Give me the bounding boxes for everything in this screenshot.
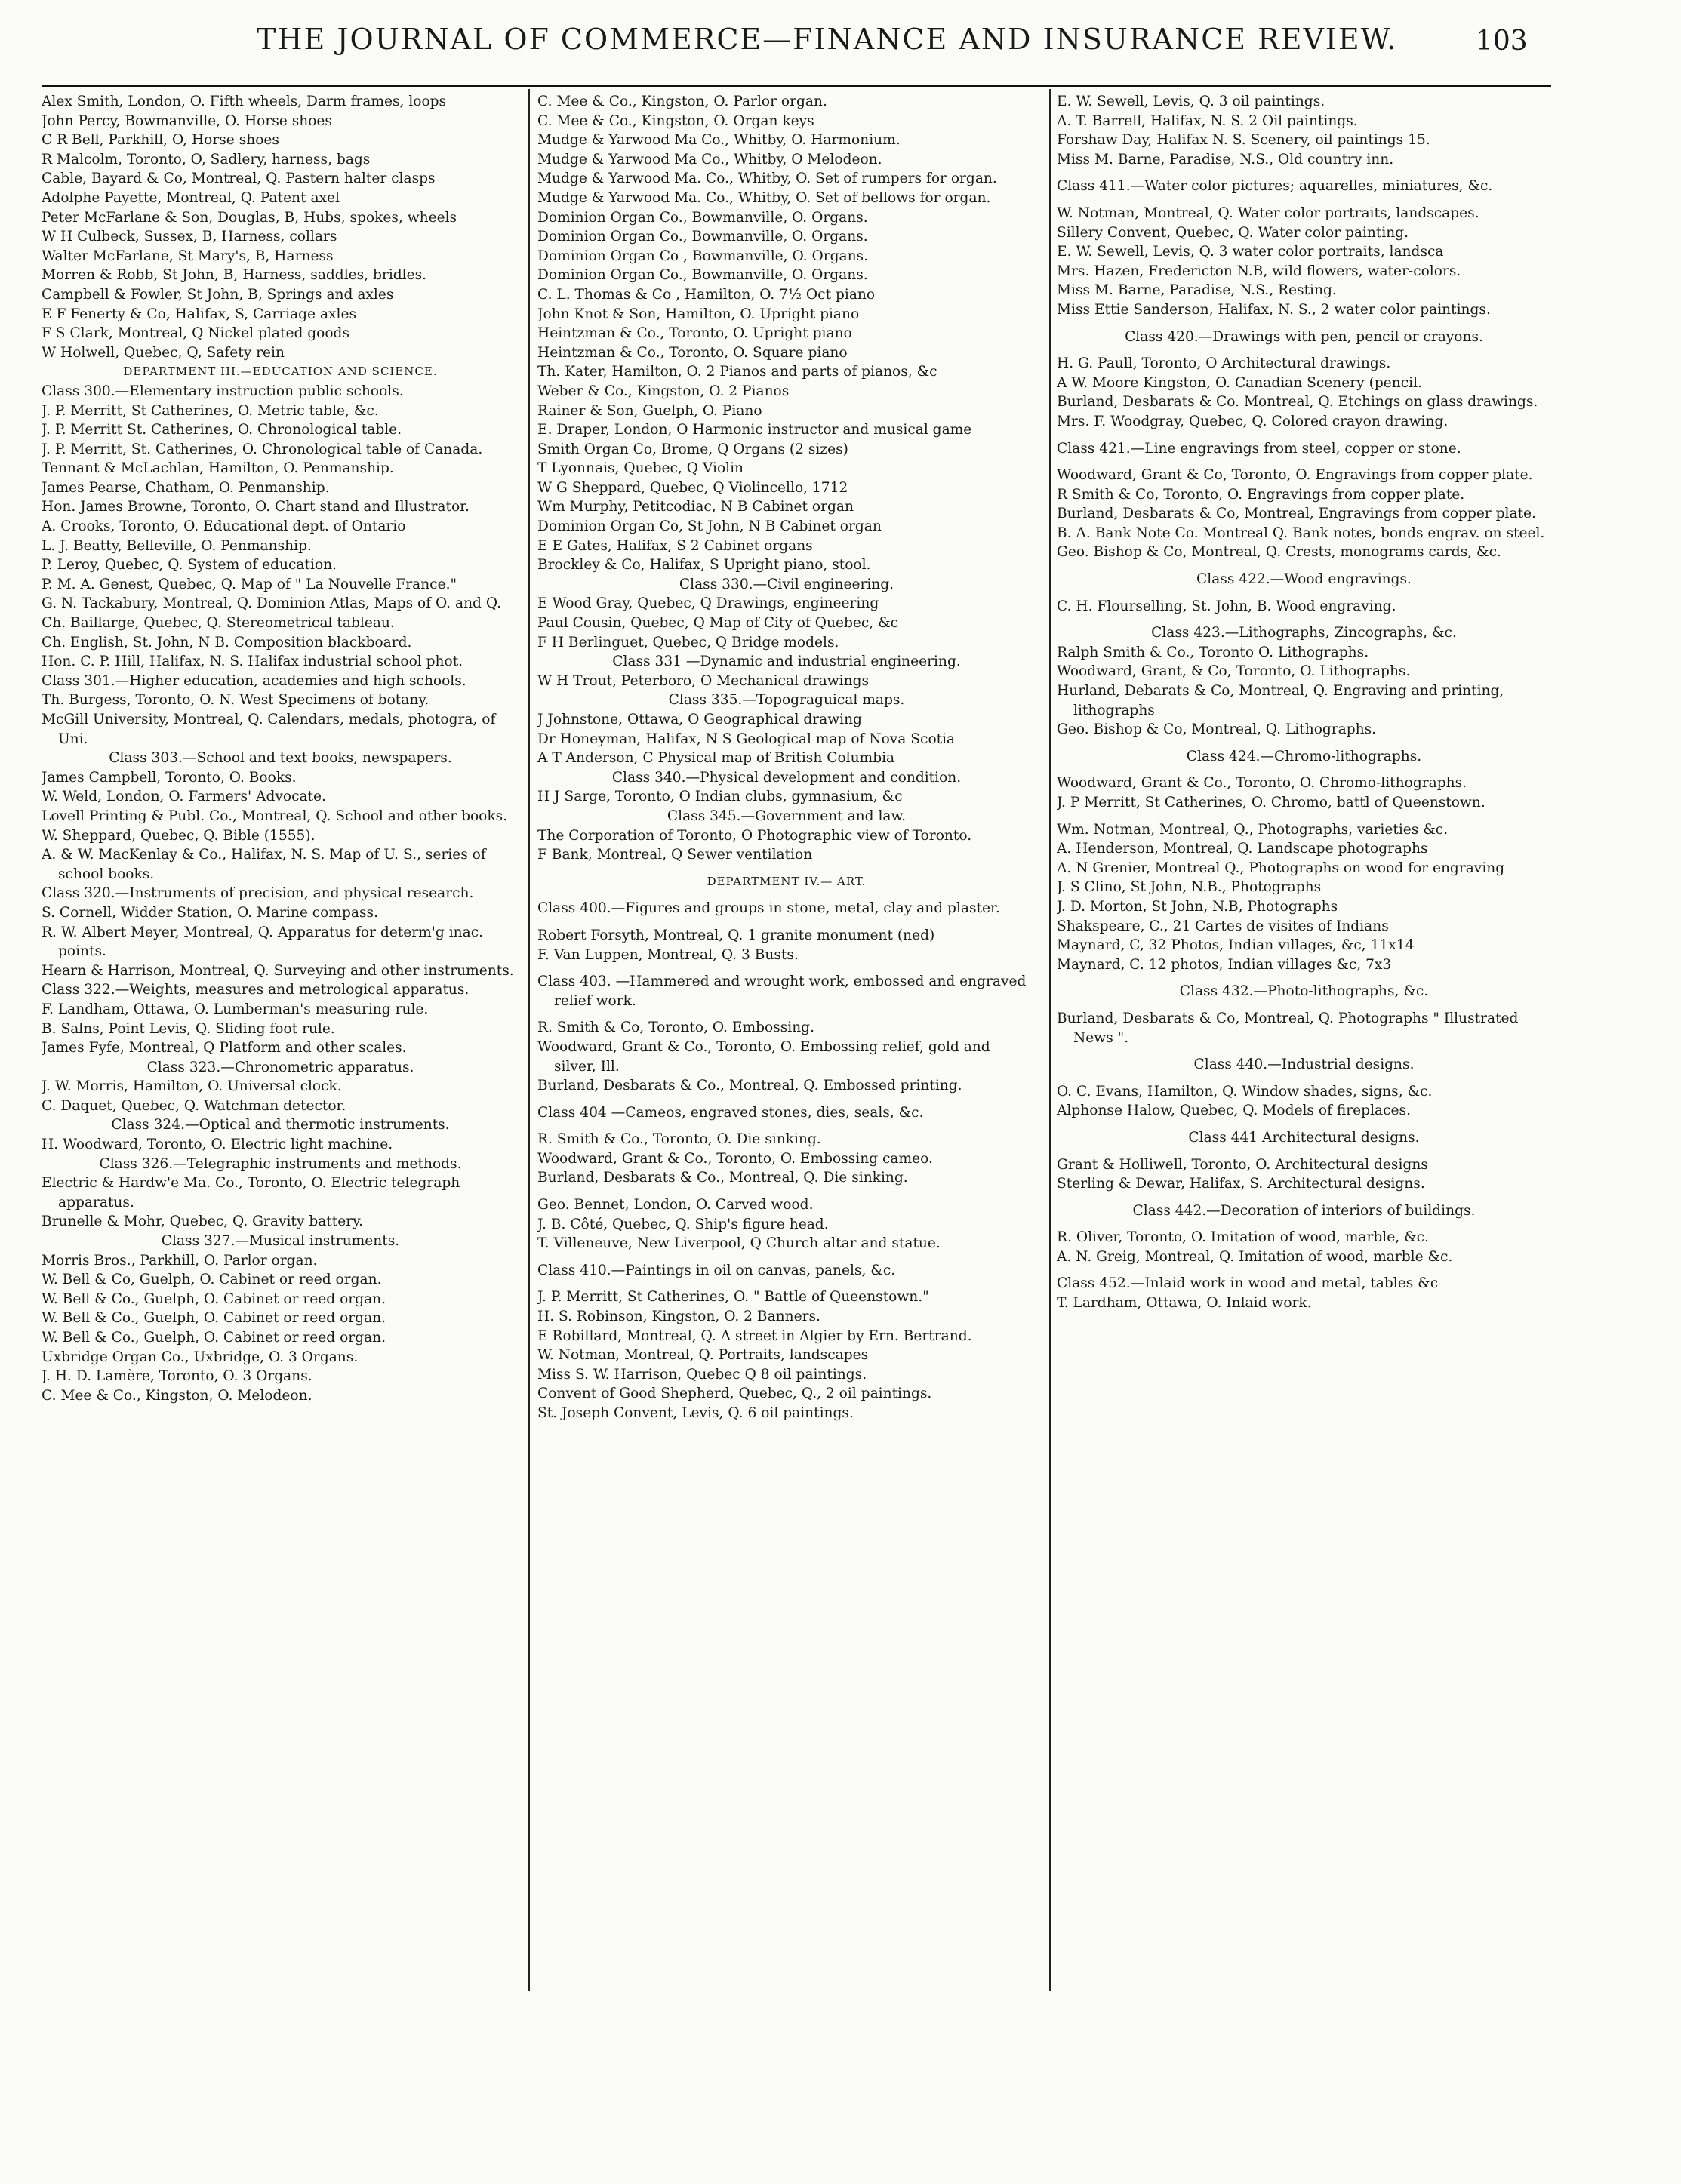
exhibitor-entry: C. Daquet, Quebec, Q. Watchman detector.	[42, 1097, 346, 1114]
exhibitor-entry: A. Crooks, Toronto, O. Educational dept. of Ontario	[42, 518, 406, 535]
exhibitor-entry: W. Sheppard, Quebec, Q. Bible (1555).	[42, 827, 316, 844]
exhibitor-entry: Wm Murphy, Petitcodiac, N B Cabinet organ	[537, 499, 854, 515]
exhibitor-entry: Campbell & Fowler, St John, B, Springs and axles	[42, 286, 394, 303]
exhibitor-entry: Geo. Bishop & Co, Montreal, Q. Crests, monograms cards, &c.	[1057, 544, 1501, 561]
class-heading: Class 432.—Photo-lithographs, &c.	[1179, 983, 1429, 1000]
class-heading: Class 424.—Chromo-lithographs.	[1186, 748, 1422, 764]
header-rule	[42, 85, 1551, 87]
exhibitor-entry: E. W. Sewell, Levis, Q. 3 oil paintings.	[1057, 94, 1325, 109]
class-heading: Class 441 Architectural designs.	[1188, 1129, 1420, 1146]
exhibitor-entry: James Campbell, Toronto, O. Books.	[42, 769, 297, 786]
exhibitor-entry: St. Joseph Convent, Levis, Q. 6 oil paintings.	[537, 1405, 854, 1421]
exhibitor-entry: Geo. Bennet, London, O. Carved wood.	[537, 1197, 814, 1214]
exhibitor-entry: John Knot & Son, Hamilton, O. Upright piano	[537, 306, 860, 322]
exhibitor-entry: O. C. Evans, Hamilton, Q. Window shades, signs, &c.	[1057, 1083, 1433, 1100]
exhibitor-entry: T. Villeneuve, New Liverpool, Q Church altar and statue.	[537, 1235, 941, 1252]
exhibitor-entry: Cable, Bayard & Co, Montreal, Q. Pastern halter clasps	[42, 171, 436, 187]
exhibitor-entry: E Wood Gray, Quebec, Q Drawings, engineering	[537, 595, 879, 612]
exhibitor-entry: W. Bell & Co, Guelph, O. Cabinet or reed organ.	[42, 1272, 382, 1288]
exhibitor-entry: Burland, Desbarats & Co. Montreal, Q. Etchings on glass drawings.	[1057, 394, 1538, 411]
exhibitor-entry: P. Leroy, Quebec, Q. System of education.	[42, 557, 337, 574]
exhibitor-entry: C. H. Flourselling, St. John, B. Wood engraving.	[1057, 598, 1396, 614]
exhibitor-entry: Miss S. W. Harrison, Quebec Q 8 oil paintings.	[537, 1366, 867, 1383]
exhibitor-entry: H. Woodward, Toronto, O. Electric light machine.	[42, 1137, 393, 1153]
exhibitor-entry: Ch. English, St. John, N B. Composition blackboard.	[42, 634, 412, 651]
exhibitor-entry: Class 410.—Paintings in oil on canvas, panels, &c.	[537, 1262, 896, 1278]
page-header	[0, 23, 1681, 68]
exhibitor-entry: Woodward, Grant & Co., Toronto, O. Chromo-lithographs.	[1057, 775, 1467, 792]
exhibitor-entry: W. Bell & Co., Guelph, O. Cabinet or reed organ.	[42, 1290, 386, 1307]
exhibitor-entry: J. W. Morris, Hamilton, O. Universal clock.	[42, 1078, 342, 1095]
exhibitor-entry: Weber & Co., Kingston, O. 2 Pianos	[537, 383, 790, 399]
exhibitor-entry: Dr Honeyman, Halifax, N S Geological map of Nova Scotia	[537, 731, 956, 747]
exhibitor-entry: R Malcolm, Toronto, O, Sadlery, harness, bags	[42, 151, 371, 168]
exhibitor-entry: E F Fenerty & Co, Halifax, S, Carriage axles	[42, 306, 357, 322]
exhibitor-entry: Morris Bros., Parkhill, O. Parlor organ.	[42, 1252, 318, 1269]
exhibitor-entry: B. Salns, Point Levis, Q. Sliding foot rule.	[42, 1020, 335, 1037]
exhibitor-entry: Adolphe Payette, Montreal, Q. Patent axel	[42, 189, 340, 206]
exhibitor-entry: H. S. Robinson, Kingston, O. 2 Banners.	[537, 1309, 820, 1325]
exhibitor-entry: Woodward, Grant & Co., Toronto, O. Embossing cameo.	[537, 1150, 933, 1167]
class-heading: Class 420.—Drawings with pen, pencil or crayons.	[1125, 328, 1483, 345]
exhibitor-entry: J. P. Merritt, St Catherines, O. Metric table, &c.	[42, 402, 379, 419]
column-2	[537, 92, 1036, 1994]
exhibitor-entry: J. S Clino, St John, N.B., Photographs	[1057, 879, 1322, 896]
exhibitor-entry: R Smith & Co, Toronto, O. Engravings from copper plate.	[1057, 486, 1465, 503]
exhibitor-entry: Mudge & Yarwood Ma Co., Whitby, O Melodeon.	[537, 151, 882, 168]
class-heading: Class 324.—Optical and thermotic instruments.	[111, 1117, 450, 1134]
exhibitor-entry: T Lyonnais, Quebec, Q Violin	[537, 460, 744, 477]
exhibitor-entry: J. D. Morton, St John, N.B, Photographs	[1057, 898, 1338, 915]
exhibitor-entry: Woodward, Grant & Co, Toronto, O. Engravings from copper plate.	[1057, 467, 1533, 484]
exhibitor-entry: Class 421.—Line engravings from steel, copper or stone.	[1057, 440, 1461, 457]
exhibitor-entry: H J Sarge, Toronto, O Indian clubs, gymnasium, &c	[537, 789, 903, 805]
exhibitor-entry: R. Oliver, Toronto, O. Imitation of wood, marble, &c.	[1057, 1229, 1429, 1246]
exhibitor-entry: C. Mee & Co., Kingston, O. Melodeon.	[42, 1387, 312, 1404]
exhibitor-entry: Th. Burgess, Toronto, O. N. West Specimens of botany.	[42, 692, 429, 709]
exhibitor-entry: Sterling & Dewar, Halifax, S. Architectural designs.	[1057, 1176, 1425, 1192]
exhibitor-entry: Ralph Smith & Co., Toronto O. Lithographs.	[1057, 644, 1369, 660]
exhibitor-entry: Miss M. Barne, Paradise, N.S., Old country inn.	[1057, 151, 1394, 168]
exhibitor-entry: F. Van Luppen, Montreal, Q. 3 Busts.	[537, 946, 799, 963]
exhibitor-entry: Sillery Convent, Quebec, Q. Water color painting.	[1057, 224, 1409, 241]
exhibitor-entry: A. T. Barrell, Halifax, N. S. 2 Oil paintings.	[1057, 112, 1358, 129]
exhibitor-entry: Burland, Desbarats & Co, Montreal, Q. Photographs " Illustrated News ".	[1057, 1010, 1519, 1046]
exhibitor-entry: J. P Merritt, St Catherines, O. Chromo, battl of Queenstown.	[1057, 795, 1485, 811]
exhibitor-entry: Mudge & Yarwood Ma Co., Whitby, O. Harmonium.	[537, 132, 901, 149]
exhibitor-entry: Burland, Desbarats & Co, Montreal, Engravings from copper plate.	[1057, 506, 1536, 522]
exhibitor-entry: Shakspeare, C., 21 Cartes de visites of Indians	[1057, 918, 1389, 934]
exhibitor-entry: James Fyfe, Montreal, Q Platform and other scales.	[42, 1040, 407, 1057]
exhibitor-entry: The Corporation of Toronto, O Photographic view of Toronto.	[537, 827, 972, 844]
exhibitor-entry: W. Bell & Co., Guelph, O. Cabinet or reed organ.	[42, 1310, 386, 1327]
exhibitor-entry: Alex Smith, London, O. Fifth wheels, Darm frames, loops	[42, 94, 447, 109]
exhibitor-entry: F. Landham, Ottawa, O. Lumberman's measuring rule.	[42, 1001, 429, 1017]
exhibitor-entry: R. Smith & Co., Toronto, O. Die sinking.	[537, 1131, 821, 1148]
column-3	[1057, 92, 1551, 1994]
class-heading: Class 326.—Telegraphic instruments and methods.	[99, 1155, 462, 1172]
exhibitor-entry: A. & W. MacKenlay & Co., Halifax, N. S. Map of U. S., series of school books.	[42, 847, 486, 882]
exhibitor-entry: W. Bell & Co., Guelph, O. Cabinet or reed organ.	[42, 1330, 386, 1346]
class-heading: Class 440.—Industrial designs.	[1193, 1057, 1415, 1073]
exhibitor-entry: S. Cornell, Widder Station, O. Marine compass.	[42, 904, 378, 921]
exhibitor-entry: Th. Kater, Hamilton, O. 2 Pianos and parts of pianos, &c	[537, 364, 937, 380]
exhibitor-entry: Wm. Notman, Montreal, Q., Photographs, varieties &c.	[1057, 821, 1449, 838]
exhibitor-entry: L. J. Beatty, Belleville, O. Penmanship.	[42, 537, 312, 554]
exhibitor-entry: Class 320.—Instruments of precision, and physical research.	[42, 885, 474, 902]
exhibitor-entry: Brockley & Co, Halifax, S Upright piano, stool.	[537, 557, 871, 574]
exhibitor-entry: Paul Cousin, Quebec, Q Map of City of Quebec, &c	[537, 615, 899, 632]
exhibitor-entry: Heintzman & Co., Toronto, O. Upright piano	[537, 325, 852, 342]
exhibitor-entry: C. Mee & Co., Kingston, O. Organ keys	[537, 112, 814, 129]
exhibitor-entry: Class 322.—Weights, measures and metrological apparatus.	[42, 982, 470, 998]
exhibitor-entry: Mudge & Yarwood Ma. Co., Whitby, O. Set of bellows for organ.	[537, 189, 991, 206]
exhibitor-entry: Electric & Hardw'e Ma. Co., Toronto, O. Electric telegraph apparatus.	[42, 1175, 460, 1210]
class-heading: Class 423.—Lithographs, Zincographs, &c.	[1151, 625, 1457, 641]
exhibitor-entry: Class 400.—Figures and groups in stone, metal, clay and plaster.	[537, 900, 1000, 917]
exhibitor-entry: A T Anderson, C Physical map of British Columbia	[537, 750, 895, 767]
column-1	[42, 92, 519, 1994]
exhibitor-entry: Class 301.—Higher education, academies and high schools.	[42, 672, 466, 689]
exhibitor-entry: B. A. Bank Note Co. Montreal Q. Bank notes, bonds engrav. on steel.	[1057, 524, 1545, 541]
exhibitor-entry: Dominion Organ Co , Bowmanville, O. Organs.	[537, 248, 868, 264]
class-heading: Class 340.—Physical development and condition.	[611, 769, 962, 786]
exhibitor-entry: Miss Ettie Sanderson, Halifax, N. S., 2 water color paintings.	[1057, 301, 1491, 318]
exhibitor-entry: Rainer & Son, Guelph, O. Piano	[537, 402, 762, 419]
exhibitor-entry: F S Clark, Montreal, Q Nickel plated goods	[42, 325, 349, 342]
exhibitor-entry: Miss M. Barne, Paradise, N.S., Resting.	[1057, 282, 1337, 299]
exhibitor-entry: Class 452.—Inlaid work in wood and metal, tables &c	[1057, 1275, 1439, 1292]
exhibitor-entry: Hurland, Debarats & Co, Montreal, Q. Engraving and printing, lithographs	[1057, 683, 1504, 718]
class-heading: Class 331 —Dynamic and industrial engineering.	[612, 654, 961, 670]
exhibitor-entry: Maynard, C. 12 photos, Indian villages &c, 7x3	[1057, 956, 1392, 973]
exhibitor-entry: A. Henderson, Montreal, Q. Landscape photographs	[1057, 841, 1428, 857]
exhibitor-entry: A. N. Greig, Montreal, Q. Imitation of wood, marble &c.	[1057, 1248, 1453, 1265]
exhibitor-entry: A W. Moore Kingston, O. Canadian Scenery (pencil.	[1057, 374, 1422, 391]
exhibitor-entry: G. N. Tackabury, Montreal, Q. Dominion Atlas, Maps of O. and Q.	[42, 595, 502, 612]
exhibitor-entry: J. P. Merritt, St Catherines, O. " Battle of Queenstown."	[537, 1289, 929, 1306]
exhibitor-entry: Dominion Organ Co., Bowmanville, O. Organs.	[537, 267, 868, 284]
exhibitor-entry: E Robillard, Montreal, Q. A street in Algier by Ern. Bertrand.	[537, 1327, 972, 1344]
exhibitor-entry: Walter McFarlane, St Mary's, B, Harness	[42, 248, 334, 264]
exhibitor-entry: E E Gates, Halifax, S 2 Cabinet organs	[537, 537, 813, 554]
exhibitor-entry: R. Smith & Co, Toronto, O. Embossing.	[537, 1020, 814, 1036]
exhibitor-entry: E. W. Sewell, Levis, Q. 3 water color portraits, landsca	[1057, 244, 1444, 260]
exhibitor-entry: Hon. C. P. Hill, Halifax, N. S. Halifax industrial school phot.	[42, 654, 463, 670]
exhibitor-entry: W Holwell, Quebec, Q, Safety rein	[42, 344, 285, 361]
class-heading: Class 323.—Chronometric apparatus.	[146, 1059, 414, 1075]
page-number: 103	[1476, 26, 1528, 57]
exhibitor-entry: Class 411.—Water color pictures; aquarelles, miniatures, &c.	[1057, 178, 1493, 195]
exhibitor-entry: Grant & Holliwell, Toronto, O. Architectural designs	[1057, 1156, 1428, 1173]
class-heading: DEPARTMENT III.—EDUCATION AND SCIENCE.	[123, 365, 438, 379]
exhibitor-entry: A. N Grenier, Montreal Q., Photographs on wood for engraving	[1057, 860, 1505, 876]
exhibitor-entry: W. Notman, Montreal, Q. Water color portraits, landscapes.	[1057, 205, 1479, 221]
exhibitor-entry: F H Berlinguet, Quebec, Q Bridge models.	[537, 634, 839, 651]
exhibitor-entry: Class 403. —Hammered and wrought work, embossed and engraved relief work.	[537, 974, 1027, 1009]
class-heading: Class 335.—Topograguical maps.	[668, 692, 905, 709]
exhibitor-entry: Alphonse Halow, Quebec, Q. Models of fireplaces.	[1057, 1103, 1411, 1119]
column-divider-1	[528, 89, 530, 1991]
exhibitor-entry: Class 300.—Elementary instruction public schools.	[42, 383, 404, 399]
exhibitor-entry: Smith Organ Co, Brome, Q Organs (2 sizes)	[537, 441, 848, 457]
class-heading: Class 345.—Government and law.	[667, 807, 907, 824]
exhibitor-entry: Class 404 —Cameos, engraved stones, dies, seals, &c.	[537, 1104, 924, 1121]
exhibitor-entry: Dominion Organ Co, St John, N B Cabinet organ	[537, 518, 882, 535]
exhibitor-entry: Brunelle & Mohr, Quebec, Q. Gravity battery.	[42, 1214, 364, 1230]
exhibitor-entry: Forshaw Day, Halifax N. S. Scenery, oil paintings 15.	[1057, 132, 1430, 149]
exhibitor-entry: R. W. Albert Meyer, Montreal, Q. Apparatus for determ'g inac. points.	[42, 924, 484, 960]
exhibitor-entry: J. H. D. Lamère, Toronto, O. 3 Organs.	[42, 1368, 312, 1385]
exhibitor-entry: C. Mee & Co., Kingston, O. Parlor organ.	[537, 94, 827, 109]
exhibitor-entry: Peter McFarlane & Son, Douglas, B, Hubs, spokes, wheels	[42, 209, 457, 226]
exhibitor-entry: J. P. Merritt, St. Catherines, O. Chronological table of Canada.	[42, 441, 483, 457]
column-divider-2	[1049, 89, 1051, 1991]
exhibitor-entry: Dominion Organ Co., Bowmanville, O. Organs.	[537, 209, 868, 226]
exhibitor-entry: James Pearse, Chatham, O. Penmanship.	[42, 479, 330, 496]
exhibitor-entry: J Johnstone, Ottawa, O Geographical drawing	[537, 712, 862, 727]
exhibitor-entry: Mudge & Yarwood Ma. Co., Whitby, O. Set of rumpers for organ.	[537, 171, 997, 187]
exhibitor-entry: Hon. James Browne, Toronto, O. Chart stand and Illustrator.	[42, 499, 470, 515]
exhibitor-entry: Mrs. F. Woodgray, Quebec, Q. Colored crayon drawing.	[1057, 413, 1449, 429]
exhibitor-entry: Geo. Bishop & Co, Montreal, Q. Lithographs.	[1057, 721, 1377, 738]
exhibitor-entry: Dominion Organ Co., Bowmanville, O. Organs.	[537, 229, 868, 245]
exhibitor-entry: Heintzman & Co., Toronto, O. Square piano	[537, 344, 848, 361]
exhibitor-entry: Woodward, Grant, & Co, Toronto, O. Lithographs.	[1057, 663, 1411, 680]
class-heading: DEPARTMENT IV.— ART.	[707, 874, 867, 888]
exhibitor-entry: Hearn & Harrison, Montreal, Q. Surveying and other instruments.	[42, 962, 514, 979]
exhibitor-entry: Maynard, C, 32 Photos, Indian villages, &c, 11x14	[1057, 937, 1415, 954]
exhibitor-entry: Burland, Desbarats & Co., Montreal, Q. Die sinking.	[537, 1170, 908, 1186]
exhibitor-entry: C R Bell, Parkhill, O, Horse shoes	[42, 132, 279, 149]
exhibitor-entry: W H Trout, Peterboro, O Mechanical drawings	[537, 672, 870, 689]
exhibitor-entry: W. Weld, London, O. Farmers' Advocate.	[42, 789, 326, 805]
exhibitor-entry: W G Sheppard, Quebec, Q Violincello, 1712	[537, 479, 848, 496]
exhibitor-entry: T. Lardham, Ottawa, O. Inlaid work.	[1057, 1295, 1312, 1312]
exhibitor-entry: W H Culbeck, Sussex, B, Harness, collars	[42, 229, 337, 245]
exhibitor-entry: H. G. Paull, Toronto, O Architectural drawings.	[1057, 355, 1391, 372]
exhibitor-entry: McGill University, Montreal, Q. Calendars, medals, photogra, of Uni.	[42, 712, 496, 747]
class-heading: Class 327.—Musical instruments.	[161, 1233, 400, 1250]
class-heading: Class 442.—Decoration of interiors of buildings.	[1132, 1202, 1476, 1219]
exhibitor-entry: Morren & Robb, St John, B, Harness, saddles, bridles.	[42, 267, 427, 284]
exhibitor-entry: P. M. A. Genest, Quebec, Q. Map of " La Nouvelle France."	[42, 576, 457, 592]
class-heading: Class 303.—School and text books, newspapers.	[109, 750, 452, 767]
exhibitor-entry: F Bank, Montreal, Q Sewer ventilation	[537, 847, 813, 863]
class-heading: Class 422.—Wood engravings.	[1196, 571, 1412, 588]
exhibitor-entry: W. Notman, Montreal, Q. Portraits, landscapes	[537, 1347, 869, 1364]
class-heading: Class 330.—Civil engineering.	[679, 576, 894, 592]
exhibitor-entry: Tennant & McLachlan, Hamilton, O. Penmanship.	[42, 460, 394, 477]
exhibitor-entry: Mrs. Hazen, Fredericton N.B, wild flowers, water-colors.	[1057, 263, 1461, 279]
exhibitor-entry: J. P. Merritt St. Catherines, O. Chronological table.	[42, 422, 402, 438]
exhibitor-entry: C. L. Thomas & Co , Hamilton, O. 7½ Oct piano	[537, 286, 876, 303]
exhibitor-entry: Burland, Desbarats & Co., Montreal, Q. Embossed printing.	[537, 1078, 962, 1094]
exhibitor-entry: Woodward, Grant & Co., Toronto, O. Embossing relief, gold and silver, Ill.	[537, 1038, 990, 1075]
exhibitor-entry: E. Draper, London, O Harmonic instructor and musical game	[537, 422, 972, 438]
exhibitor-entry: Uxbridge Organ Co., Uxbridge, O. 3 Organs.	[42, 1349, 359, 1365]
exhibitor-entry: John Percy, Bowmanville, O. Horse shoes	[42, 112, 332, 129]
exhibitor-entry: Ch. Baillarge, Quebec, Q. Stereometrical tableau.	[42, 615, 395, 632]
journal-title: THE JOURNAL OF COMMERCE—FINANCE AND INSURANCE REVIEW.	[257, 23, 1398, 56]
exhibitor-entry: J. B. Côté, Quebec, Q. Ship's figure head.	[537, 1216, 829, 1232]
exhibitor-entry: Convent of Good Shepherd, Quebec, Q., 2 oil paintings.	[537, 1386, 932, 1402]
exhibitor-entry: Robert Forsyth, Montreal, Q. 1 granite monument (ned)	[537, 927, 935, 943]
exhibitor-entry: Lovell Printing & Publ. Co., Montreal, Q. School and other books.	[42, 807, 508, 824]
